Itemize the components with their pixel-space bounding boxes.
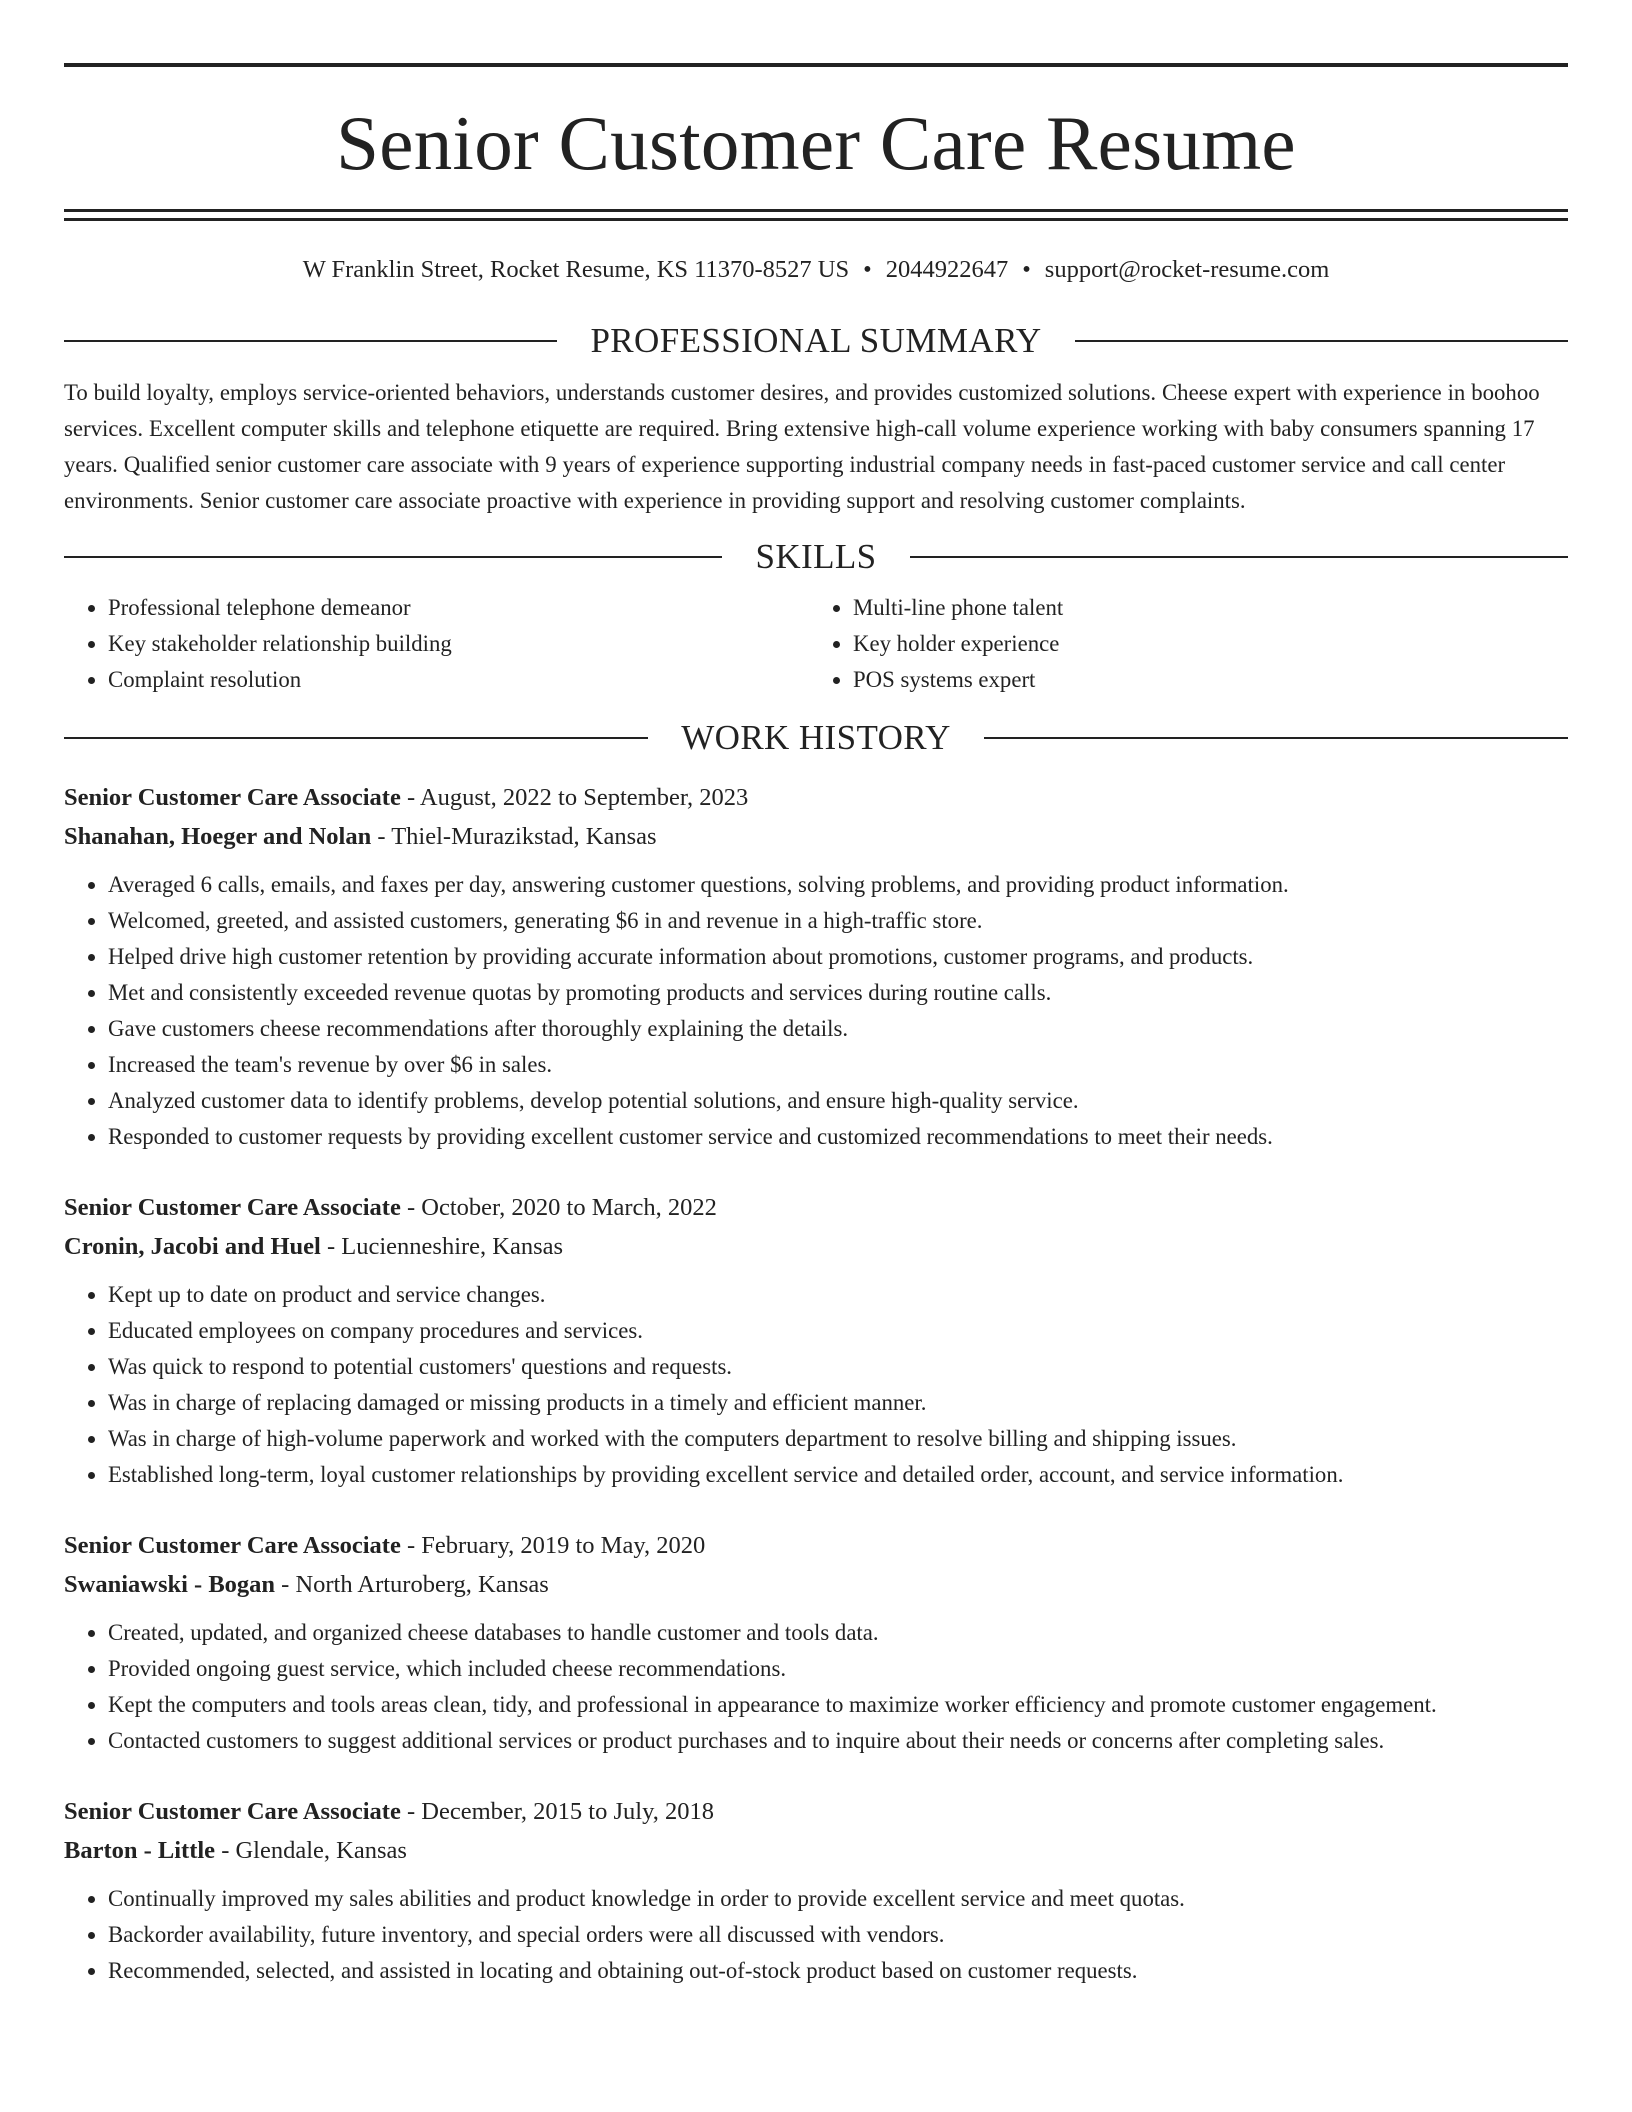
job-entry bbox=[64, 1526, 1568, 1759]
job-spacer bbox=[64, 1493, 1568, 1526]
job-title: Senior Customer Care Associate bbox=[64, 1194, 401, 1221]
contact-phone: 2044922647 bbox=[885, 256, 1009, 283]
job-bullet: • Kept up to date on product and service changes. bbox=[108, 1277, 1568, 1313]
heading-rule-left bbox=[64, 556, 722, 558]
job-title: Senior Customer Care Associate bbox=[64, 1532, 401, 1559]
job-company-line bbox=[64, 1565, 1568, 1604]
skill-item: • Complaint resolution bbox=[108, 662, 806, 698]
job-entry bbox=[64, 1188, 1568, 1493]
skill-item: • POS systems expert bbox=[853, 662, 1548, 698]
contact-email: support@rocket-resume.com bbox=[1044, 256, 1330, 283]
job-bullet: • Was in charge of replacing damaged or missing products in a timely and efficient manner. bbox=[108, 1385, 1568, 1421]
job-bullets bbox=[64, 1615, 1568, 1759]
job-location: - Glendale, Kansas bbox=[221, 1837, 407, 1864]
resume-title: Senior Customer Care Resume bbox=[336, 100, 1296, 186]
contact-address: W Franklin Street, Rocket Resume, KS 11370-8527 US bbox=[302, 256, 850, 283]
heading-rule-right bbox=[910, 556, 1568, 558]
job-bullet: • Gave customers cheese recommendations after thoroughly explaining the details. bbox=[108, 1011, 1568, 1047]
job-bullet: • Increased the team's revenue by over $6 in sales. bbox=[108, 1047, 1568, 1083]
job-bullets bbox=[64, 1277, 1568, 1493]
summary-paragraph: To build loyalty, employs service-oriented behaviors, understands customer desires, and provides customized solutions. Cheese expert with experience in boohoo services. Excellent computer skills and telephone etiquette are required. Bring extensive high-call volume experience working with baby consumers spanning 17 years. Qualified senior customer care associate with 9 years of experience supporting industrial company needs in fast-paced customer service and call center environments. Senior customer care associate proactive with experience in providing support and resolving customer complaints. bbox=[64, 380, 1540, 513]
job-dates: - February, 2019 to May, 2020 bbox=[406, 1532, 706, 1559]
job-bullet: • Was quick to respond to potential customers' questions and requests. bbox=[108, 1349, 1568, 1385]
contact-separator: • bbox=[863, 256, 872, 283]
job-bullet: • Provided ongoing guest service, which included cheese recommendations. bbox=[108, 1651, 1568, 1687]
job-company-line bbox=[64, 1227, 1568, 1266]
title-double-rule bbox=[64, 209, 1568, 221]
heading-rule-left bbox=[64, 340, 557, 342]
top-rule bbox=[64, 63, 1568, 67]
job-bullet: • Responded to customer requests by providing excellent customer service and customized recommendations to meet their needs. bbox=[108, 1119, 1568, 1155]
job-bullet: • Educated employees on company procedures and services. bbox=[108, 1313, 1568, 1349]
job-dates: - December, 2015 to July, 2018 bbox=[406, 1798, 714, 1825]
job-location: - Thiel-Murazikstad, Kansas bbox=[377, 823, 657, 850]
contact-separator: • bbox=[1022, 256, 1031, 283]
job-title-line bbox=[64, 1792, 1568, 1831]
skill-item: • Key stakeholder relationship building bbox=[108, 626, 806, 662]
job-bullet: • Analyzed customer data to identify problems, develop potential solutions, and ensure high-quality service. bbox=[108, 1083, 1568, 1119]
job-bullet: • Helped drive high customer retention by providing accurate information about promotions, customer programs, and products. bbox=[108, 939, 1568, 975]
summary-heading-label: PROFESSIONAL SUMMARY bbox=[590, 321, 1042, 360]
skills-list bbox=[64, 590, 1568, 698]
job-bullet: • Recommended, selected, and assisted in locating and obtaining out-of-stock product based on customer requests. bbox=[108, 1953, 1568, 1989]
job-bullet: • Continually improved my sales abilities and product knowledge in order to provide excellent service and meet quotas. bbox=[108, 1881, 1568, 1917]
job-bullet: • Contacted customers to suggest additional services or product purchases and to inquire about their needs or concerns after completing sales. bbox=[108, 1723, 1568, 1759]
job-title-line bbox=[64, 1526, 1568, 1565]
job-bullet: • Established long-term, loyal customer relationships by providing excellent service and detailed order, account, and service information. bbox=[108, 1457, 1568, 1493]
job-spacer bbox=[64, 1759, 1568, 1792]
job-bullets bbox=[64, 867, 1568, 1155]
job-title: Senior Customer Care Associate bbox=[64, 1798, 401, 1825]
job-location: - Lucienneshire, Kansas bbox=[326, 1233, 564, 1260]
job-bullet: • Was in charge of high-volume paperwork and worked with the computers department to resolve billing and shipping issues. bbox=[108, 1421, 1568, 1457]
job-bullet: • Backorder availability, future inventory, and special orders were all discussed with vendors. bbox=[108, 1917, 1568, 1953]
contact-line bbox=[64, 255, 1568, 285]
job-title: Senior Customer Care Associate bbox=[64, 784, 401, 811]
job-company: Barton - Little bbox=[64, 1837, 216, 1864]
job-title-line bbox=[64, 1188, 1568, 1227]
job-entry bbox=[64, 778, 1568, 1155]
job-bullet: • Met and consistently exceeded revenue quotas by promoting products and services during routine calls. bbox=[108, 975, 1568, 1011]
job-spacer bbox=[64, 1155, 1568, 1188]
skill-item: • Professional telephone demeanor bbox=[108, 590, 806, 626]
job-bullet: • Welcomed, greeted, and assisted customers, generating $6 in and revenue in a high-traffic store. bbox=[108, 903, 1568, 939]
job-company: Cronin, Jacobi and Huel bbox=[64, 1233, 321, 1260]
skills-column-right bbox=[806, 590, 1548, 698]
work-history-heading bbox=[64, 716, 1568, 760]
job-company: Shanahan, Hoeger and Nolan bbox=[64, 823, 372, 850]
skill-item: • Multi-line phone talent bbox=[853, 590, 1548, 626]
heading-rule-right bbox=[1075, 340, 1568, 342]
skills-heading-label: SKILLS bbox=[755, 537, 877, 576]
skills-column-left bbox=[64, 590, 806, 698]
job-bullets bbox=[64, 1881, 1568, 1989]
work-history-heading-label: WORK HISTORY bbox=[681, 718, 951, 757]
job-dates: - October, 2020 to March, 2022 bbox=[406, 1194, 717, 1221]
job-entry bbox=[64, 1792, 1568, 1989]
heading-rule-right bbox=[984, 737, 1568, 739]
job-bullet: • Created, updated, and organized cheese databases to handle customer and tools data. bbox=[108, 1615, 1568, 1651]
job-bullet: • Averaged 6 calls, emails, and faxes per day, answering customer questions, solving problems, and providing product information. bbox=[108, 867, 1568, 903]
job-title-line bbox=[64, 778, 1568, 817]
skills-heading bbox=[64, 535, 1568, 579]
heading-rule-left bbox=[64, 737, 648, 739]
summary-heading bbox=[64, 319, 1568, 363]
job-company-line bbox=[64, 817, 1568, 856]
job-location: - North Arturoberg, Kansas bbox=[281, 1571, 549, 1598]
job-company: Swaniawski - Bogan bbox=[64, 1571, 276, 1598]
job-dates: - August, 2022 to September, 2023 bbox=[406, 784, 749, 811]
job-bullet: • Kept the computers and tools areas clean, tidy, and professional in appearance to maximize worker efficiency and promote customer engagement. bbox=[108, 1687, 1568, 1723]
skill-item: • Key holder experience bbox=[853, 626, 1548, 662]
job-company-line bbox=[64, 1831, 1568, 1870]
